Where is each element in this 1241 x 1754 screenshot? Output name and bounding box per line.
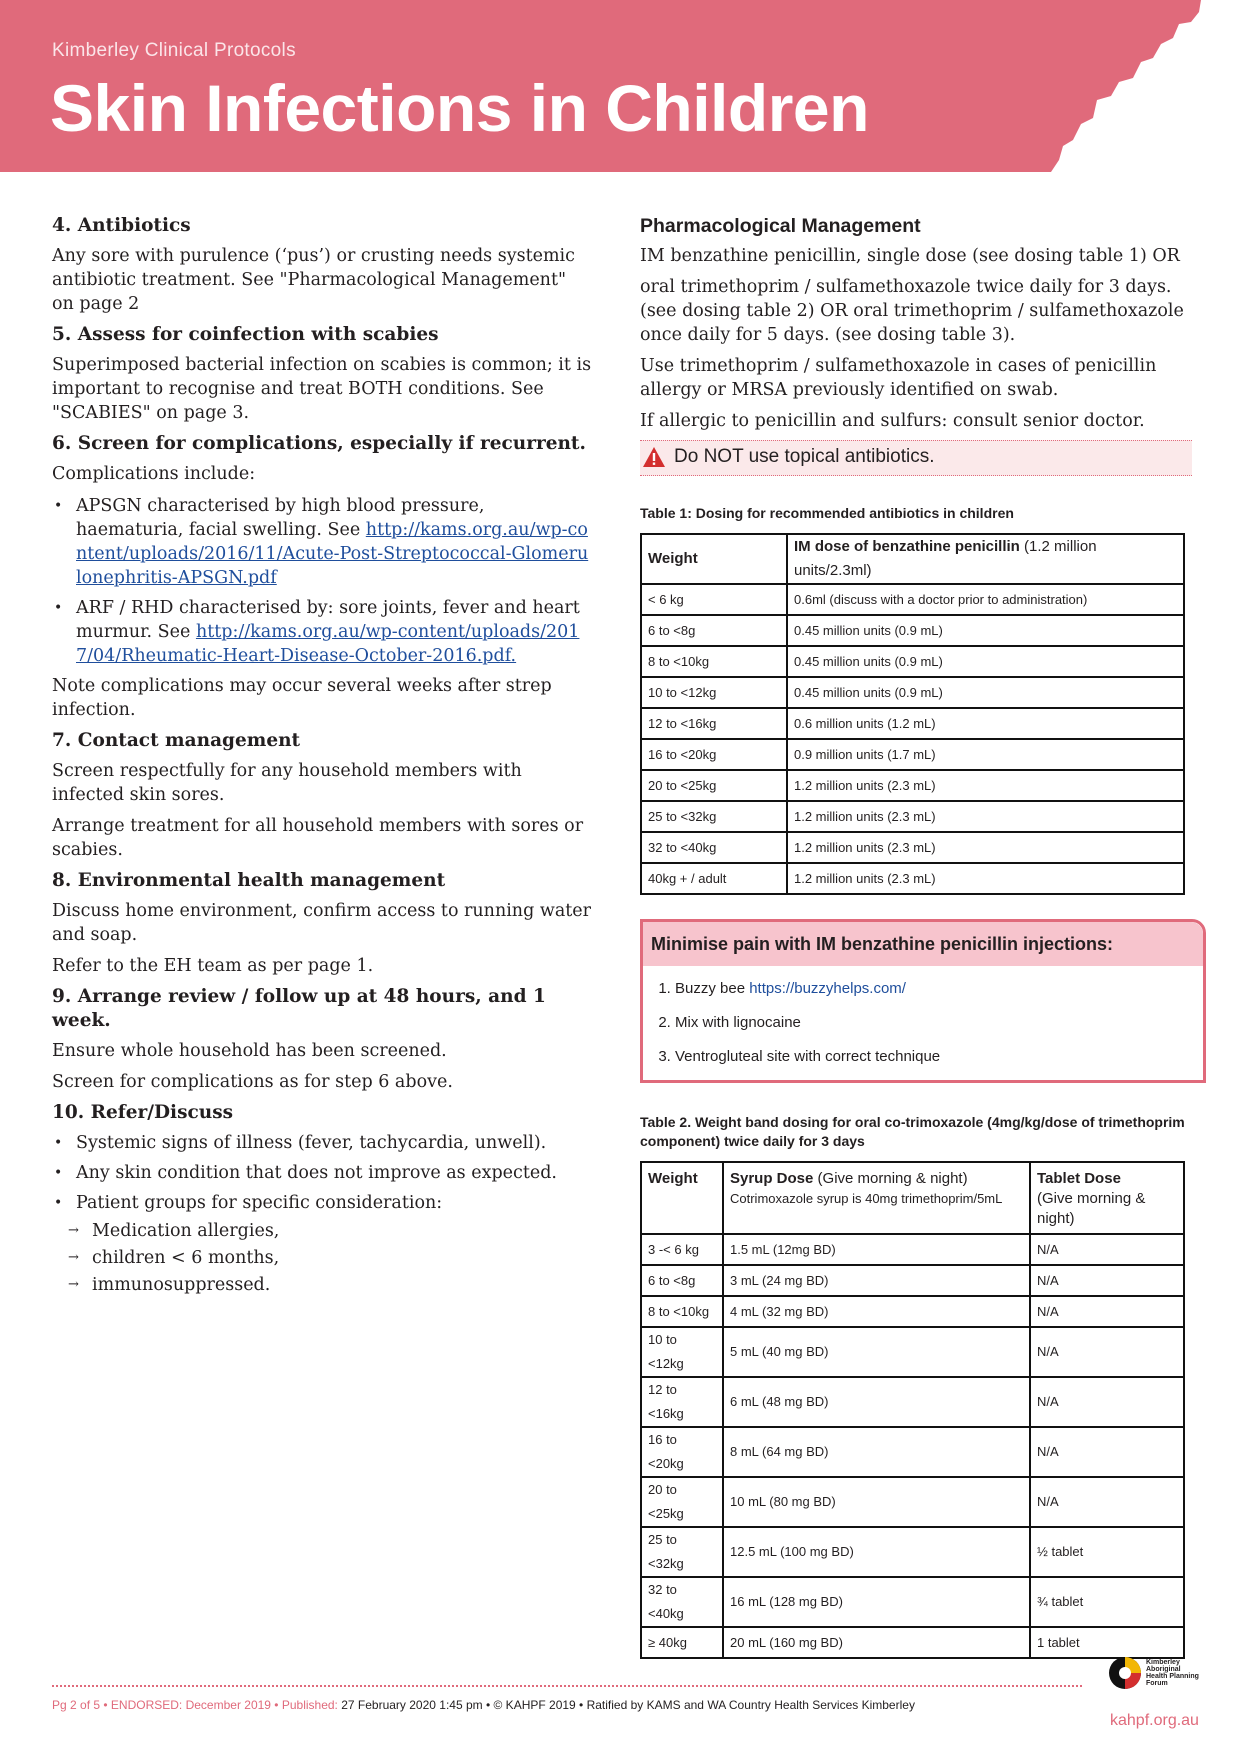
list-item: 3. Ventrogluteal site with correct technique bbox=[675, 1040, 1203, 1074]
list-item-text: Patient groups for specific consideration: bbox=[76, 1193, 443, 1213]
table-cell: < 6 kg bbox=[641, 584, 787, 615]
table-cell: 32 to <40kg bbox=[641, 832, 787, 863]
table-body bbox=[641, 1234, 1184, 1658]
table-cell: 5 mL (40 mg BD) bbox=[723, 1327, 1030, 1377]
table-cell: 8 to <10kg bbox=[641, 1296, 723, 1327]
table-cell: ¾ tablet bbox=[1030, 1577, 1184, 1627]
pain-list bbox=[643, 966, 1203, 1080]
header-normal-text: (Give morning & night) bbox=[813, 1170, 968, 1187]
table-cell: 12 to <16kg bbox=[641, 1377, 723, 1427]
table-body bbox=[641, 584, 1184, 894]
table-row bbox=[641, 677, 1184, 708]
table-cell: 25 to <32kg bbox=[641, 801, 787, 832]
table-row bbox=[641, 584, 1184, 615]
kahpf-logo bbox=[1108, 1656, 1200, 1690]
section-heading: 5. Assess for coinfection with scabies bbox=[52, 324, 439, 345]
header-normal-text: (1.2 million units/2.3ml) bbox=[794, 538, 1097, 579]
table-cell: N/A bbox=[1030, 1377, 1184, 1427]
header-bold-text: IM dose of benzathine penicillin bbox=[794, 538, 1020, 555]
paragraph: Any sore with purulence (‘pus’) or crusting needs systemic antibiotic treatment. See "Pharmacological Management" on page 2 bbox=[52, 246, 575, 314]
table-cell: 0.9 million units (1.7 mL) bbox=[787, 739, 1184, 770]
table-cell: 1.2 million units (2.3 mL) bbox=[787, 863, 1184, 894]
table2-caption: Table 2. Weight band dosing for oral co-trimoxazole (4mg/kg/dose of trimethoprim component) twice daily for 3 days bbox=[640, 1114, 1185, 1149]
pain-box-heading: Minimise pain with IM benzathine penicillin injections: bbox=[643, 922, 1203, 966]
paragraph: Arrange treatment for all household members with sores or scabies. bbox=[52, 816, 584, 860]
table-cell: 10 to <12kg bbox=[641, 677, 787, 708]
table-header-cell bbox=[1030, 1162, 1184, 1234]
table-cell: 3 mL (24 mg BD) bbox=[723, 1265, 1030, 1296]
table-row bbox=[641, 863, 1184, 894]
paragraph: Complications include: bbox=[52, 464, 256, 484]
header-bold-text: Syrup Dose bbox=[730, 1170, 814, 1187]
paragraph: Ensure whole household has been screened. bbox=[52, 1041, 447, 1061]
table-cell: 8 to <10kg bbox=[641, 646, 787, 677]
paragraph: Note complications may occur several weeks after strep infection. bbox=[52, 676, 552, 720]
table-row bbox=[641, 646, 1184, 677]
warning-text: Do NOT use topical antibiotics. bbox=[674, 446, 935, 467]
table-header-cell: Weight bbox=[641, 1162, 723, 1234]
table-cell: 0.6ml (discuss with a doctor prior to administration) bbox=[787, 584, 1184, 615]
table-cell: 16 to <20kg bbox=[641, 1427, 723, 1477]
rhd-link[interactable]: http://kams.org.au/wp-content/uploads/2017/04/Rheumatic-Heart-Disease-October-2016.pdf. bbox=[76, 622, 580, 666]
table-cell: N/A bbox=[1030, 1427, 1184, 1477]
table-cell: N/A bbox=[1030, 1234, 1184, 1265]
header-subtitle: Kimberley Clinical Protocols bbox=[52, 40, 296, 61]
section-heading: 8. Environmental health management bbox=[52, 870, 446, 891]
table-cell: N/A bbox=[1030, 1265, 1184, 1296]
footer-text bbox=[52, 1698, 915, 1712]
table-cell: 6 to <8g bbox=[641, 615, 787, 646]
section-heading: Pharmacological Management bbox=[640, 215, 921, 237]
table-cell: 3 -< 6 kg bbox=[641, 1234, 723, 1265]
table-cell: 25 to <32kg bbox=[641, 1527, 723, 1577]
footer-divider bbox=[52, 1685, 1082, 1687]
paragraph: Screen for complications as for step 6 above. bbox=[52, 1072, 453, 1092]
endorsed-text: • ENDORSED: December 2019 • Published: bbox=[100, 1698, 342, 1712]
table-cell: 20 mL (160 mg BD) bbox=[723, 1627, 1030, 1658]
dosing-table-2 bbox=[640, 1161, 1185, 1659]
paragraph: If allergic to penicillin and sulfurs: consult senior doctor. bbox=[640, 411, 1145, 431]
table-cell: 8 mL (64 mg BD) bbox=[723, 1427, 1030, 1477]
list-item-text: Buzzy bee bbox=[675, 980, 750, 997]
header-bold-text: Tablet Dose bbox=[1037, 1170, 1121, 1187]
table-row bbox=[641, 770, 1184, 801]
list-item: → immunosuppressed. bbox=[52, 1273, 592, 1297]
footer-url[interactable]: kahpf.org.au bbox=[1110, 1712, 1199, 1729]
table-cell: 12 to <16kg bbox=[641, 708, 787, 739]
table-row bbox=[641, 1427, 1184, 1477]
table-cell: 16 to <20kg bbox=[641, 739, 787, 770]
header-normal-text: (Give morning & night) bbox=[1037, 1190, 1146, 1227]
table-cell: ≥ 40kg bbox=[641, 1627, 723, 1658]
table-cell: 32 to <40kg bbox=[641, 1577, 723, 1627]
table-row bbox=[641, 1477, 1184, 1527]
published-date: 27 February 2020 1:45 pm bbox=[341, 1698, 483, 1712]
pain-box bbox=[640, 919, 1206, 1083]
left-column bbox=[52, 214, 592, 1303]
refer-list bbox=[52, 1131, 592, 1297]
complications-list bbox=[52, 494, 592, 668]
list-item: • Any skin condition that does not improve as expected. bbox=[52, 1161, 592, 1185]
ratified-text: • © KAHPF 2019 • Ratified by KAMS and WA Country Health Services Kimberley bbox=[482, 1698, 915, 1712]
list-item bbox=[52, 596, 592, 668]
page-number: Pg 2 of 5 bbox=[52, 1698, 101, 1712]
table-header-cell bbox=[723, 1162, 1030, 1234]
list-item: → children < 6 months, bbox=[52, 1246, 592, 1270]
table-row bbox=[641, 1265, 1184, 1296]
list-item-text: ARF / RHD characterised by: sore joints, fever and heart murmur. See bbox=[76, 598, 580, 642]
table-cell: 6 to <8g bbox=[641, 1265, 723, 1296]
table-header-row bbox=[641, 534, 1184, 584]
table-cell: 4 mL (32 mg BD) bbox=[723, 1296, 1030, 1327]
list-item: • Systemic signs of illness (fever, tachycardia, unwell). bbox=[52, 1131, 592, 1155]
table-row bbox=[641, 1234, 1184, 1265]
table-cell: 6 mL (48 mg BD) bbox=[723, 1377, 1030, 1427]
table-cell: 10 mL (80 mg BD) bbox=[723, 1477, 1030, 1527]
logo-text: Kimberley Aboriginal Health Planning Forum bbox=[1146, 1659, 1199, 1687]
table-cell: 16 mL (128 mg BD) bbox=[723, 1577, 1030, 1627]
paragraph: Refer to the EH team as per page 1. bbox=[52, 956, 374, 976]
table-cell: 0.45 million units (0.9 mL) bbox=[787, 615, 1184, 646]
table-cell: 20 to <25kg bbox=[641, 770, 787, 801]
section-heading: 6. Screen for complications, especially if recurrent. bbox=[52, 433, 586, 454]
table1-caption: Table 1: Dosing for recommended antibiotics in children bbox=[640, 505, 1014, 521]
kimberley-map-icon bbox=[1001, 0, 1241, 172]
section-heading: 10. Refer/Discuss bbox=[52, 1102, 234, 1123]
table-cell: 0.6 million units (1.2 mL) bbox=[787, 708, 1184, 739]
list-item: → Medication allergies, bbox=[52, 1219, 592, 1243]
paragraph: IM benzathine penicillin, single dose (see dosing table 1) OR bbox=[640, 246, 1180, 266]
dosing-table-1 bbox=[640, 533, 1185, 895]
table-row bbox=[641, 1327, 1184, 1377]
paragraph: Superimposed bacterial infection on scabies is common; it is important to recognise and treat BOTH conditions. See "SCABIES" on page 3. bbox=[52, 355, 592, 423]
table-cell: 0.45 million units (0.9 mL) bbox=[787, 677, 1184, 708]
right-column bbox=[640, 214, 1192, 1659]
table-cell: 40kg + / adult bbox=[641, 863, 787, 894]
paragraph: Discuss home environment, confirm access to running water and soap. bbox=[52, 901, 592, 945]
table-cell: N/A bbox=[1030, 1296, 1184, 1327]
table-row bbox=[641, 832, 1184, 863]
list-item-text: APSGN characterised by high blood pressure, haematuria, facial swelling. See bbox=[76, 496, 485, 540]
table-header-row bbox=[641, 1162, 1184, 1234]
section-heading: 9. Arrange review / follow up at 48 hours, and 1 week. bbox=[52, 986, 546, 1031]
section-heading: 7. Contact management bbox=[52, 730, 301, 751]
table-header-cell bbox=[787, 534, 1184, 584]
paragraph: Use trimethoprim / sulfamethoxazole in cases of penicillin allergy or MRSA previously identified on swab. bbox=[640, 356, 1157, 400]
page-title: Skin Infections in Children bbox=[50, 71, 869, 145]
table-row bbox=[641, 801, 1184, 832]
kahpf-logo-icon bbox=[1108, 1656, 1142, 1690]
table-row bbox=[641, 1377, 1184, 1427]
table-cell: N/A bbox=[1030, 1327, 1184, 1377]
table-row bbox=[641, 1627, 1184, 1658]
table-cell: 1.2 million units (2.3 mL) bbox=[787, 770, 1184, 801]
table-cell: N/A bbox=[1030, 1477, 1184, 1527]
page-header bbox=[0, 0, 1241, 172]
section-heading: 4. Antibiotics bbox=[52, 215, 191, 236]
table-cell: 0.45 million units (0.9 mL) bbox=[787, 646, 1184, 677]
paragraph: oral trimethoprim / sulfamethoxazole twice daily for 3 days. (see dosing table 2) OR oral trimethoprim / sulfamethoxazole once daily for 5 days. (see dosing table 3). bbox=[640, 277, 1184, 345]
table-cell: 1 tablet bbox=[1030, 1627, 1184, 1658]
apsgn-link[interactable]: http://kams.org.au/wp-content/uploads/2016/11/Acute-Post-Streptococcal-Glomerulonephritis-APSGN.pdf bbox=[76, 520, 589, 588]
paragraph: Screen respectfully for any household members with infected skin sores. bbox=[52, 761, 522, 805]
table-cell: 1.2 million units (2.3 mL) bbox=[787, 832, 1184, 863]
list-item bbox=[52, 1191, 592, 1297]
table-cell: ½ tablet bbox=[1030, 1527, 1184, 1577]
patient-groups-list bbox=[52, 1219, 592, 1297]
table-cell: 20 to <25kg bbox=[641, 1477, 723, 1527]
table-cell: 1.2 million units (2.3 mL) bbox=[787, 801, 1184, 832]
warning-box bbox=[640, 440, 1192, 476]
buzzy-link[interactable]: https://buzzyhelps.com/ bbox=[749, 980, 906, 997]
warning-triangle-icon bbox=[642, 446, 666, 468]
list-item bbox=[52, 494, 592, 590]
table-row bbox=[641, 708, 1184, 739]
header-sub-text: Cotrimoxazole syrup is 40mg trimethoprim/5mL bbox=[730, 1191, 1003, 1206]
table-row bbox=[641, 1577, 1184, 1627]
list-item bbox=[675, 972, 1203, 1006]
list-item: 2. Mix with lignocaine bbox=[675, 1006, 1203, 1040]
table-row bbox=[641, 615, 1184, 646]
table-row bbox=[641, 1296, 1184, 1327]
table-header-cell: Weight bbox=[641, 534, 787, 584]
table-row bbox=[641, 1527, 1184, 1577]
table-cell: 10 to <12kg bbox=[641, 1327, 723, 1377]
table-row bbox=[641, 739, 1184, 770]
table-cell: 12.5 mL (100 mg BD) bbox=[723, 1527, 1030, 1577]
table-cell: 1.5 mL (12mg BD) bbox=[723, 1234, 1030, 1265]
